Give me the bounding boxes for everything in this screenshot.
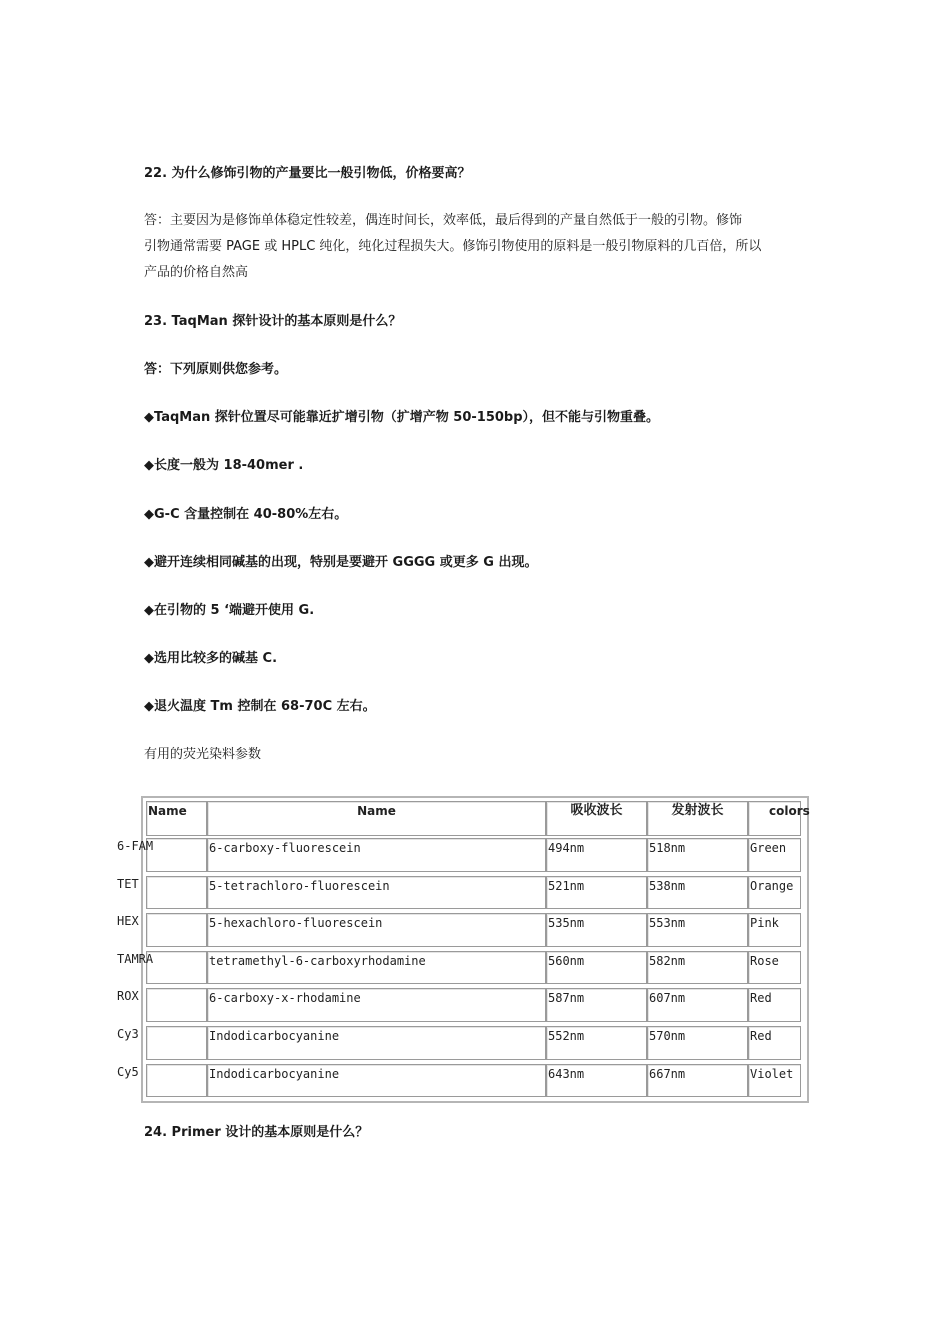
table-cell — [647, 988, 748, 1022]
question-23-answer-intro: 答：下列原则供您参考。 — [144, 362, 288, 377]
table-cell — [207, 913, 546, 947]
dye-abbreviation: TAMRA — [117, 951, 154, 966]
table-header-cell — [748, 801, 810, 836]
table-cell — [546, 1026, 647, 1060]
answer-line: 产品的价格自然高 — [144, 265, 249, 280]
cell-value: 643nm — [548, 1066, 585, 1081]
table-cell — [146, 876, 207, 910]
table-cell — [647, 1026, 748, 1060]
cell-value: 535nm — [548, 916, 585, 931]
table-cell — [748, 1064, 801, 1098]
cell-value: 570nm — [649, 1029, 686, 1043]
cell-value: Violet — [750, 1066, 794, 1081]
answer-line: 引物通常需要 PAGE 或 HPLC 纯化，纯化过程损失大。修饰引物使用的原料是一般引物原料的几百倍，所以 — [144, 239, 762, 254]
cell-value: 552nm — [548, 1029, 585, 1043]
table-cell — [748, 951, 801, 985]
dye-abbreviation: Cy5 — [117, 1064, 139, 1079]
cell-value: 521nm — [548, 878, 585, 893]
fluorescent-dye-table — [141, 796, 809, 1103]
table-cell — [748, 988, 801, 1022]
cell-value: 6-carboxy-x-rhodamine — [209, 991, 361, 1006]
cell-value: 667nm — [649, 1066, 686, 1081]
table-header-cell — [146, 801, 207, 836]
table-cell — [647, 1064, 748, 1098]
table-cell — [546, 876, 647, 910]
table-cell — [207, 1064, 546, 1098]
table-cell — [748, 913, 801, 947]
question-22-answer — [144, 208, 809, 286]
cell-value: Red — [750, 1029, 772, 1043]
cell-value: Rose — [750, 953, 779, 968]
table-cell — [207, 988, 546, 1022]
cell-value: Indodicarbocyanine — [209, 1066, 340, 1081]
cell-value: Green — [750, 841, 787, 855]
table-cell — [146, 1026, 207, 1060]
table-cell — [207, 951, 546, 985]
dye-abbreviation: HEX — [117, 914, 139, 929]
bullet-item: ◆长度一般为 18-40mer . — [144, 458, 304, 473]
table-cell — [647, 876, 748, 910]
table-cell — [748, 876, 801, 910]
bullet-item: ◆在引物的 5 ‘端避开使用 G. — [144, 603, 315, 618]
table-cell — [546, 1064, 647, 1098]
cell-value: 553nm — [649, 916, 686, 931]
table-header-cell — [647, 801, 748, 836]
cell-value: Orange — [750, 878, 794, 893]
table-cell — [146, 913, 207, 947]
table-cell — [207, 1026, 546, 1060]
cell-value: 560nm — [548, 953, 585, 968]
cell-value: 607nm — [649, 991, 686, 1006]
bullet-item: ◆选用比较多的碱基 C. — [144, 651, 278, 666]
table-cell — [546, 838, 647, 872]
cell-value: 5-tetrachloro-fluorescein — [209, 878, 390, 893]
table-header-cell — [207, 801, 546, 836]
answer-line: 答：主要因为是修饰单体稳定性较差，偶连时间长，效率低，最后得到的产量自然低于一般的引物。修饰 — [144, 213, 743, 228]
table-cell — [207, 838, 546, 872]
table-cell — [647, 838, 748, 872]
cell-value: 538nm — [649, 878, 686, 893]
dye-abbreviation: TET — [117, 876, 139, 891]
header-label: Name — [357, 804, 396, 818]
question-23-title: 23. TaqMan 探针设计的基本原则是什么？ — [144, 314, 402, 329]
cell-value: 6-carboxy-fluorescein — [209, 841, 361, 855]
header-label: Name — [148, 804, 187, 818]
table-cell — [546, 913, 647, 947]
table-cell — [748, 1026, 801, 1060]
header-label: colors — [769, 804, 810, 818]
dye-abbreviation: 6-FAM — [117, 839, 154, 853]
header-label: 吸收波长 — [570, 803, 623, 818]
cell-value: Red — [750, 991, 772, 1006]
table-cell — [146, 988, 207, 1022]
header-label: 发射波长 — [671, 803, 724, 818]
bullet-item: ◆TaqMan 探针位置尽可能靠近扩增引物（扩增产物 50-150bp），但不能与引物重叠。 — [144, 410, 660, 425]
table-cell — [146, 951, 207, 985]
cell-value: 518nm — [649, 841, 686, 855]
table-cell — [647, 913, 748, 947]
table-cell — [647, 951, 748, 985]
bullet-item: ◆避开连续相同碱基的出现，特别是要避开 GGGG 或更多 G 出现。 — [144, 555, 538, 570]
cell-value: Indodicarbocyanine — [209, 1029, 340, 1043]
dye-abbreviation: Cy3 — [117, 1027, 139, 1041]
cell-value: Pink — [750, 916, 779, 931]
dye-abbreviation: ROX — [117, 989, 139, 1004]
cell-value: 582nm — [649, 953, 686, 968]
table-caption: 有用的荧光染料参数 — [144, 747, 262, 762]
cell-value: 494nm — [548, 841, 585, 855]
table-cell — [146, 838, 207, 872]
table-cell — [546, 988, 647, 1022]
bullet-item: ◆G-C 含量控制在 40-80%左右。 — [144, 507, 348, 522]
table-cell — [207, 876, 546, 910]
table-cell — [146, 1064, 207, 1098]
table-cell — [546, 951, 647, 985]
question-22-title: 22. 为什么修饰引物的产量要比一般引物低，价格要高？ — [144, 166, 471, 181]
table-cell — [748, 838, 801, 872]
cell-value: tetramethyl-6-carboxyrhodamine — [209, 953, 426, 968]
question-24-title: 24. Primer 设计的基本原则是什么？ — [144, 1125, 369, 1140]
cell-value: 5-hexachloro-fluorescein — [209, 916, 383, 931]
table-header-cell — [546, 801, 647, 836]
bullet-item: ◆退火温度 Tm 控制在 68-70C 左右。 — [144, 699, 376, 714]
cell-value: 587nm — [548, 991, 585, 1006]
